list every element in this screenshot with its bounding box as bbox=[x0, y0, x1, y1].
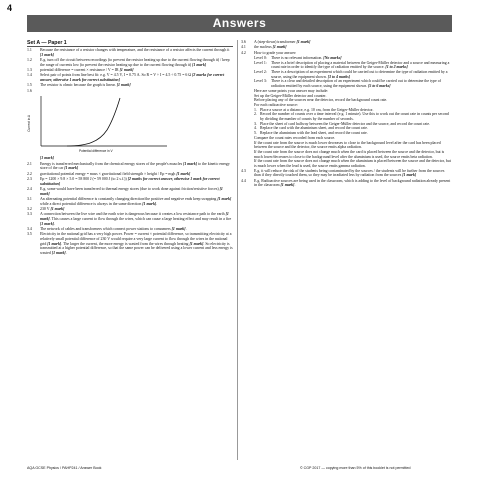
answer-text: Before placing any of the sources near the detector, record the background count rate. bbox=[254, 98, 388, 103]
answer-body bbox=[40, 83, 233, 88]
answer-item bbox=[27, 187, 233, 196]
footer-right: © CGP 2017 — copying more than 5% of this booklet is not permitted bbox=[300, 466, 411, 470]
question-number: 3.5 bbox=[27, 232, 32, 237]
set-heading: Set A — Paper 1 bbox=[27, 40, 233, 47]
answer-text: Here are some points your answer may include: bbox=[254, 88, 329, 93]
answer-body bbox=[40, 227, 233, 232]
mark-allocation: [1 mark] bbox=[64, 166, 79, 171]
question-number: 1.2 bbox=[27, 58, 32, 62]
mark-allocation: [1 mark] bbox=[119, 68, 134, 72]
answer-text: . bbox=[65, 251, 67, 255]
answer-text: the nucleus bbox=[254, 45, 273, 50]
left-column bbox=[27, 40, 233, 256]
question-number: 1.1 bbox=[27, 48, 32, 52]
answer-item bbox=[27, 89, 233, 94]
answer-item bbox=[241, 51, 452, 56]
step-text: Record the number of counts over a time interval (e.g. 1 minute). Use this to work out the count rate in counts per second by dividing the number of counts by the number of seconds. bbox=[260, 112, 449, 122]
answer-text: How to grade your answer: bbox=[254, 50, 297, 55]
x-axis-label: Potential difference in V bbox=[79, 149, 113, 154]
question-number: 4.3 bbox=[241, 168, 246, 173]
answer-text: The network of cables and transformers which connect power stations to consumers bbox=[40, 226, 172, 231]
grading-level bbox=[254, 70, 452, 79]
answer-body bbox=[40, 162, 233, 171]
mark-allocation: [1 mark] bbox=[116, 83, 131, 88]
level-label: Level 3: bbox=[254, 79, 267, 84]
right-answer-list-bottom bbox=[241, 169, 452, 188]
right-answer-list-top bbox=[241, 40, 452, 55]
step-number: 3. bbox=[254, 121, 257, 126]
answer-text: 230 V bbox=[40, 206, 51, 211]
answer-text: Because the resistance of a resistor changes with temperature, and the resistance of a resistor affects the current through it bbox=[40, 48, 230, 52]
answer-item bbox=[27, 156, 233, 161]
mark-allocation: [1 mark] bbox=[189, 241, 204, 246]
answer-text: . This causes a large current to flow through the wires, which can cause a large heating effect and may result in a fire bbox=[49, 216, 232, 221]
mark-allocation: [1 mark] bbox=[280, 183, 295, 188]
grading-levels bbox=[254, 56, 452, 89]
question-number: 1.5 bbox=[27, 83, 32, 88]
answer-text: There is no relevant information. bbox=[271, 55, 324, 60]
question-number: 1.3 bbox=[27, 68, 32, 72]
answer-text: potential difference = current × resistance / V = IR bbox=[40, 68, 120, 72]
answer-item bbox=[27, 177, 233, 186]
procedure-step bbox=[254, 112, 452, 121]
step-number: 4. bbox=[254, 126, 257, 131]
mark-allocation: [1 mark] bbox=[51, 251, 66, 255]
answer-item bbox=[241, 45, 452, 50]
question-number: 4.1 bbox=[241, 45, 246, 50]
question-number: 2.3 bbox=[27, 176, 32, 181]
answer-item bbox=[27, 227, 233, 232]
answer-text: If the count rate from the source does not change much when the aluminium is placed between the source and the detector, but is much lower when the lead is used, the source emits gamma radiation. bbox=[254, 159, 451, 169]
answer-body bbox=[40, 73, 233, 82]
answer-body bbox=[254, 45, 452, 50]
answer-text: . So electricity is transmitted at a higher potential difference, so that the same power can be delivered using a lower current and less energy is wasted bbox=[40, 241, 233, 255]
answer-text: . bbox=[294, 183, 296, 188]
iv-curve-sketch bbox=[27, 94, 177, 154]
level-description bbox=[271, 79, 452, 88]
mark-allocation: [5 to 6 marks] bbox=[368, 84, 391, 89]
answer-item bbox=[27, 48, 233, 57]
answer-body bbox=[40, 48, 233, 57]
answer-text: Energy is transferred mechanically from the chemical energy stores of the people's muscles bbox=[40, 161, 184, 166]
mark-allocation: [1 mark] bbox=[402, 173, 417, 178]
answer-paragraph bbox=[254, 141, 452, 150]
mark-allocation: [1 mark] bbox=[296, 40, 311, 44]
answer-item bbox=[27, 73, 233, 82]
question-number: 3.2 bbox=[27, 206, 32, 211]
footer-left: AQA GCSE Physics / PAHP241 / Answer Book bbox=[27, 466, 102, 470]
answer-text: The resistor is ohmic because the graph is linear. bbox=[40, 83, 117, 88]
answer-text: . bbox=[53, 221, 55, 226]
step-text: Replace the aluminium with the lead sheet, and record the count rate. bbox=[260, 131, 368, 136]
answer-text: If the count rate from the source does not change much when the card is placed between the source and the detector, but is much lower/decreases to close to the background level after the aluminium is used, the source emits beta radiation. bbox=[254, 149, 445, 159]
answer-item bbox=[241, 169, 452, 178]
mark-allocation: [1 mark] bbox=[47, 241, 62, 246]
answer-text: to the kinetic energy store of the car bbox=[40, 161, 230, 171]
answer-text: E.g. some would have been transferred to thermal energy stores (due to work done against friction/resistive forces) bbox=[40, 186, 220, 191]
mark-allocation: [1 mark] bbox=[40, 186, 223, 196]
answer-text: A (step-down) transformer bbox=[254, 40, 297, 44]
question-number: 1.6 bbox=[27, 88, 32, 93]
answer-item bbox=[27, 162, 233, 171]
question-number: 4.2 bbox=[241, 50, 246, 55]
mark-allocation: [1 mark] bbox=[40, 156, 54, 161]
mark-allocation: [2 marks for correct answer, otherwise 1 mark for correct substitution] bbox=[40, 176, 220, 186]
answer-text: There is a description of an experiment which could be carried out to determine the type of radiation emitted by a source, using the equipment shown. bbox=[271, 70, 448, 79]
grading-level bbox=[254, 61, 452, 70]
answer-text: E.g. it will reduce the risk of the students being contaminated by the sources / the students will be further from the sources than if they directly touched them, so they may be irradiated less by radiation from the sources bbox=[254, 168, 445, 178]
answer-text: Set up the Geiger-Müller detector and counter. bbox=[254, 93, 327, 98]
answer-body bbox=[40, 232, 233, 256]
level-description bbox=[271, 70, 452, 79]
answer-text: E.g. Radioactive sources are being used in the classroom, which is adding to the level of background radiation already present in the classroom bbox=[254, 178, 451, 188]
question-number: 3.3 bbox=[27, 212, 32, 217]
answer-body bbox=[254, 51, 452, 56]
answer-text: . bbox=[185, 226, 187, 231]
answer-paragraph bbox=[254, 159, 452, 168]
answer-text: gravitational potential energy = mass × gravitational field strength × height / Ep = mgh bbox=[40, 171, 177, 176]
answer-body bbox=[40, 156, 233, 161]
right-column bbox=[241, 40, 452, 189]
question-number: 3.1 bbox=[27, 196, 32, 201]
answer-body bbox=[254, 179, 452, 188]
answer-text: Compare the count rates recorded from each source. bbox=[254, 135, 336, 140]
answer-text: Ep = 1200 × 9.8 × 5.0 = 58 800 J (= 59 000 J (to 2 s.f.)) bbox=[40, 176, 128, 181]
answer-text: while a direct potential difference is always in the same direction bbox=[40, 201, 143, 206]
mark-allocation: [1 mark] bbox=[183, 161, 198, 166]
answer-item bbox=[27, 172, 233, 177]
answer-item bbox=[27, 232, 233, 256]
iv-curve bbox=[67, 98, 120, 146]
level-label: Level 0: bbox=[254, 55, 267, 60]
answer-item bbox=[241, 179, 452, 188]
column-divider bbox=[237, 40, 238, 460]
step-text: Place the sheet of card halfway between the Geiger-Müller detector and the source, and record the count rate. bbox=[260, 121, 431, 126]
answer-body bbox=[40, 68, 233, 73]
step-text: Replace the card with the aluminium sheet, and record the count rate. bbox=[260, 126, 368, 131]
mark-allocation: [1 mark] bbox=[217, 196, 232, 201]
mark-allocation: [No marks] bbox=[323, 55, 342, 60]
step-text: Place a source at a distance, e.g. 10 cm, from the Geiger-Müller detector. bbox=[260, 107, 374, 112]
level-description bbox=[271, 61, 452, 70]
answer-body bbox=[40, 212, 233, 226]
answer-points-intro bbox=[254, 89, 452, 108]
answer-text: An alternating potential difference is constantly changing direction/the positive and negative ends keep swapping bbox=[40, 196, 218, 201]
answer-body bbox=[254, 169, 452, 178]
answer-body bbox=[40, 172, 233, 177]
grading-level bbox=[254, 79, 452, 88]
question-number: 3.6 bbox=[241, 40, 246, 44]
answer-body bbox=[40, 58, 233, 67]
answer-body bbox=[40, 197, 233, 206]
level-label: Level 2: bbox=[254, 70, 267, 74]
mark-allocation: [1 mark] bbox=[40, 221, 54, 226]
answer-body bbox=[254, 40, 452, 45]
answer-text: For each radioactive source: bbox=[254, 102, 298, 107]
answer-item bbox=[27, 68, 233, 73]
mark-allocation: [1 mark] bbox=[192, 62, 207, 67]
y-axis-label: Current in A bbox=[27, 115, 32, 133]
procedure-steps bbox=[254, 108, 452, 136]
answer-paragraph bbox=[254, 150, 452, 159]
answer-item bbox=[27, 197, 233, 206]
answer-body bbox=[40, 89, 233, 94]
mark-allocation: [1 mark] bbox=[176, 171, 191, 176]
answer-text: Electricity in the national grid has a very high power. Power = current × potential difference, so transmitting electricity at a relatively small potential difference of 230 V would require a very large current to flow through the wires in the national grid bbox=[40, 232, 232, 246]
answer-text: Select pair of points from line best fit: e.g. V = 4.5 V, I = 0.75 A. So R = V ÷ I = 4.5 ÷ 0.75 = 6 Ω bbox=[40, 73, 193, 78]
page-title: Answers bbox=[27, 15, 452, 32]
answer-item bbox=[27, 212, 233, 226]
step-number: 2. bbox=[254, 112, 257, 117]
mark-allocation: [1 mark] bbox=[142, 201, 157, 206]
mark-allocation: [3 to 4 marks] bbox=[327, 74, 351, 79]
answer-body bbox=[40, 177, 233, 186]
answer-item bbox=[27, 58, 233, 67]
page-number: 4 bbox=[7, 3, 13, 13]
question-number: 1.4 bbox=[27, 73, 32, 78]
answer-item bbox=[241, 40, 452, 45]
question-number bbox=[27, 156, 40, 161]
answer-text: There is a brief description of placing a material between the Geiger-Müller detector and a source and measuring a count rate in order to identify the type of radiation emitted by the source. bbox=[271, 60, 450, 70]
question-number: 3.4 bbox=[27, 226, 32, 231]
level-label: Level 1: bbox=[254, 60, 267, 65]
iv-graph bbox=[27, 94, 233, 154]
mark-allocation: [1 mark] bbox=[40, 52, 54, 57]
mark-allocation: [1 mark] bbox=[272, 45, 287, 50]
answer-item bbox=[27, 207, 233, 212]
answer-points-body bbox=[254, 136, 452, 169]
mark-allocation: [1 to 2 marks] bbox=[385, 65, 408, 70]
mark-allocation: [2 marks for correct answer, otherwise 1 mark for correct substitution] bbox=[40, 73, 225, 82]
answer-body bbox=[40, 187, 233, 196]
answer-text: There is a clear and detailed description of an experiment which could be carried out to determine the type of radiation emitted by each source, using the equipment shown. bbox=[271, 79, 441, 89]
answer-item bbox=[27, 83, 233, 88]
question-number: 2.1 bbox=[27, 161, 32, 166]
answer-text: E.g. turn off the circuit between recordings (to prevent the resistor heating up due to the current flowing through it) / keep the range of currents low (to prevent the resistor heating up due to the current flowing through it) bbox=[40, 58, 230, 67]
question-number: 4.4 bbox=[241, 178, 246, 183]
mark-allocation: [1 mark] bbox=[171, 226, 186, 231]
question-number: 2.2 bbox=[27, 171, 32, 176]
answer-text: A connection between the live wire and the earth wire is dangerous because it creates a low resistance path to the earth bbox=[40, 212, 226, 217]
step-number: 1. bbox=[254, 107, 257, 112]
question-number: 2.4 bbox=[27, 186, 32, 191]
mark-allocation: [1 mark] bbox=[50, 206, 65, 211]
answer-text: . bbox=[156, 201, 158, 206]
answer-text: . The larger the current, the more energy is wasted from the wires through heating bbox=[61, 241, 190, 246]
answer-text: If the count rate from the source is much lower decreases to close to the background level after the card has been placed between the source and the detector, the source emits alpha radiation. bbox=[254, 140, 441, 150]
left-answer-list bbox=[27, 48, 233, 256]
mark-allocation: [1 mark] bbox=[40, 212, 229, 221]
answer-body bbox=[40, 207, 233, 212]
step-number: 5. bbox=[254, 131, 257, 136]
